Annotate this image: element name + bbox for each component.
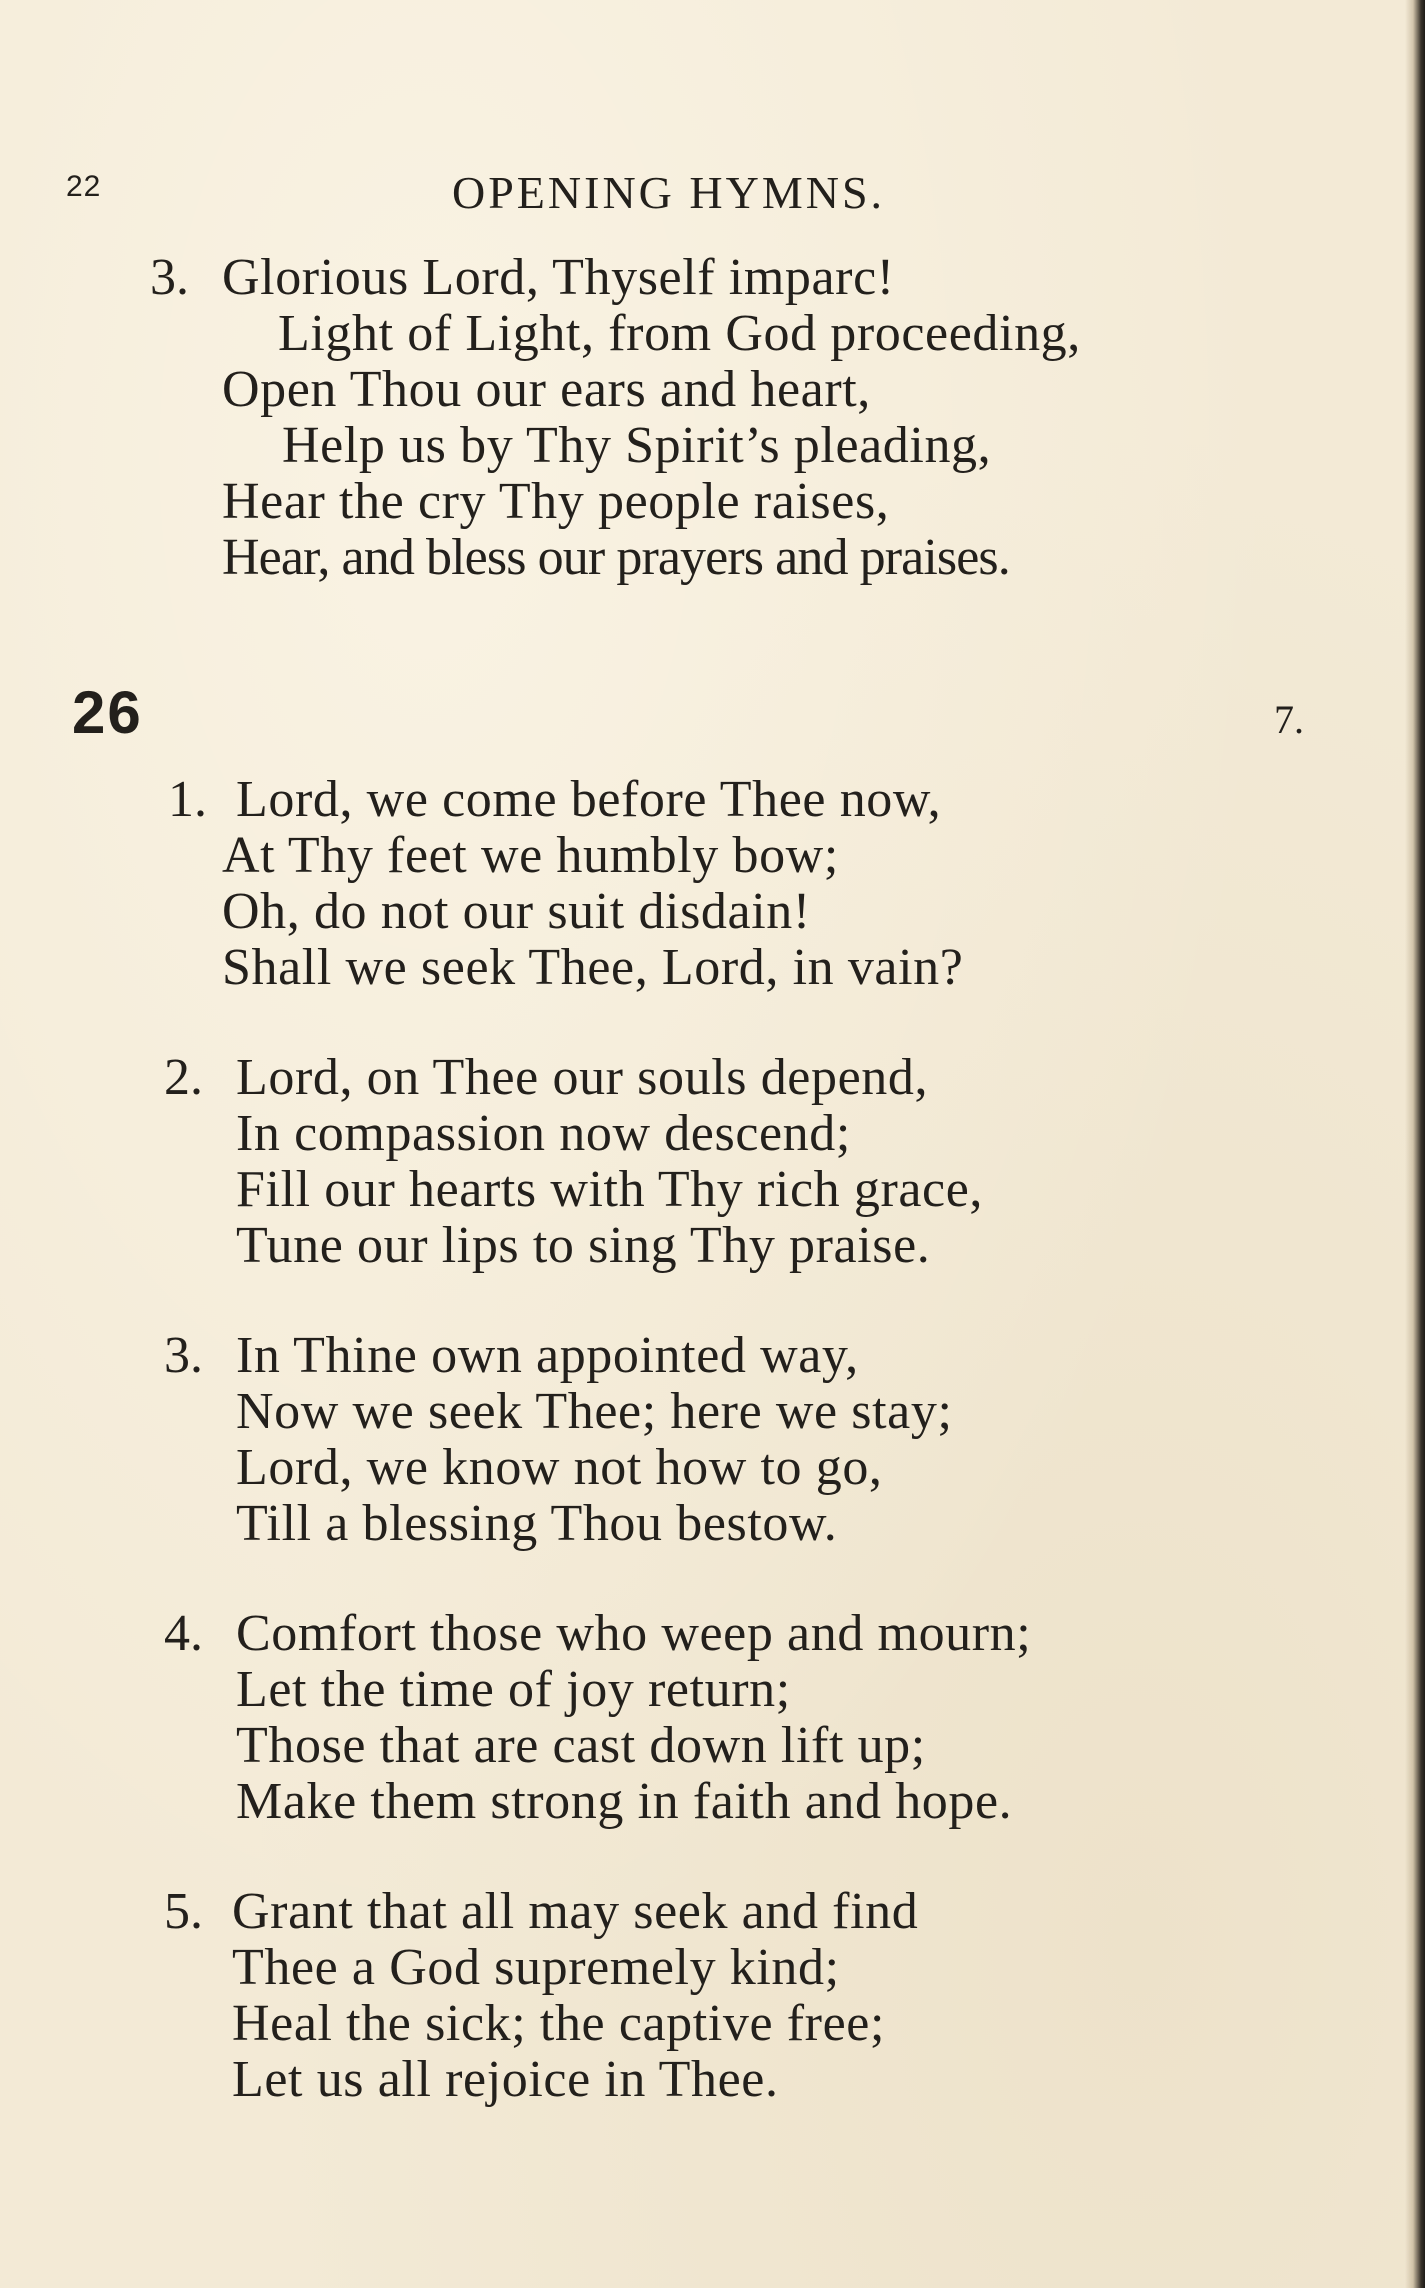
stanza-number: 4.: [164, 1605, 203, 1662]
verse-line: At Thy feet we humbly bow;: [222, 827, 839, 884]
verse-line: Now we seek Thee; here we stay;: [236, 1383, 953, 1440]
running-head: OPENING HYMNS.: [452, 167, 886, 218]
verse-line: Thee a God supremely kind;: [232, 1939, 840, 1996]
page-number: 22: [66, 170, 102, 203]
verse-line: Comfort those who weep and mourn;: [236, 1605, 1032, 1662]
verse-line: Lord, on Thee our souls depend,: [236, 1049, 929, 1106]
hymn-number: 26: [72, 679, 143, 746]
page-edge-shadow: [1405, 0, 1425, 2288]
verse-line: Shall we seek Thee, Lord, in vain?: [222, 939, 964, 996]
stanza-number: 1.: [168, 771, 207, 828]
verse-line: Till a blessing Thou bestow.: [236, 1495, 838, 1552]
verse-line: Lord, we come before Thee now,: [236, 771, 942, 828]
verse-line: Oh, do not our suit disdain!: [222, 883, 811, 940]
verse-line: Glorious Lord, Thyself imparc!: [222, 249, 895, 306]
verse-line: In compassion now descend;: [236, 1105, 851, 1162]
verse-line: Make them strong in faith and hope.: [236, 1773, 1013, 1830]
verse-line: Let us all rejoice in Thee.: [232, 2051, 779, 2108]
stanza-number: 5.: [164, 1883, 203, 1940]
verse-line: Tune our lips to sing Thy praise.: [236, 1217, 931, 1274]
verse-line: Grant that all may seek and find: [232, 1883, 919, 1940]
verse-line: Heal the sick; the captive free;: [232, 1995, 886, 2052]
verse-line: Open Thou our ears and heart,: [222, 361, 871, 418]
verse-line: Hear the cry Thy people raises,: [222, 473, 890, 530]
verse-line: Help us by Thy Spirit’s pleading,: [282, 417, 992, 474]
verse-line: Those that are cast down lift up;: [236, 1717, 926, 1774]
stanza-number: 3.: [150, 249, 189, 306]
verse-line: Fill our hearts with Thy rich grace,: [236, 1161, 984, 1218]
meter-mark: 7.: [1274, 697, 1304, 742]
verse-line: In Thine own appointed way,: [236, 1327, 859, 1384]
stanza-number: 3.: [164, 1327, 203, 1384]
verse-line: Hear, and bless our prayers and praises.: [222, 529, 1010, 586]
stanza-number: 2.: [164, 1049, 203, 1106]
verse-line: Lord, we know not how to go,: [236, 1439, 883, 1496]
verse-line: Let the time of joy return;: [236, 1661, 791, 1718]
verse-line: Light of Light, from God proceeding,: [278, 305, 1081, 362]
